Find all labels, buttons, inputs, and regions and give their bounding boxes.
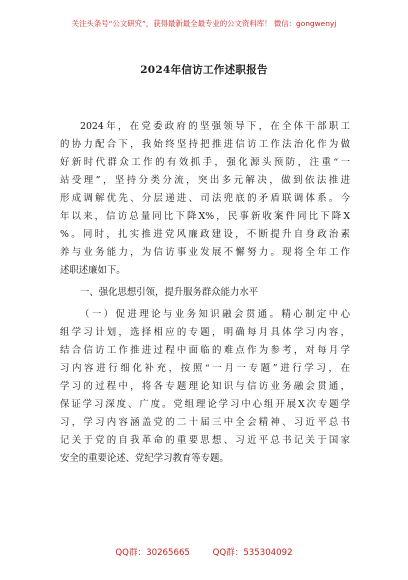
text-line: 年以来，信访总量同比下降X%，民事新收案件同比下降X <box>60 211 350 222</box>
text-line: （一）促进理论与业务知识融会贯通。精心制定中心 <box>80 309 350 320</box>
text-line: 述职述廉如下。 <box>60 265 126 276</box>
text-line: 结合信访工作推进过程中面临的难点作为参考，对每月学 <box>60 345 350 356</box>
text-line: 安全的重要论述、党纪学习教育等专题。 <box>60 453 229 464</box>
text-line: 好新时代群众工作的有效抓手，强化源头预防，注重“一 <box>60 157 350 168</box>
text-line: 2024年，在党委政府的坚强领导下，在全体干部职工 <box>80 121 350 132</box>
text-line: 站受理”，坚持分类分流，突出多元解决，做到依法推进 <box>60 175 350 186</box>
footer-qq-group-2: QQ群：535304092 <box>212 548 293 558</box>
section-heading: 一、强化思想引领，提升服务群众能力水平 <box>80 287 259 298</box>
paragraph-1 <box>60 118 350 280</box>
text-line: 形成调解优先、分层递进、司法兜底的矛盾联调体系。今 <box>60 193 350 204</box>
text-line: 保证学习深度、广度。党组理论学习中心组开展X次专题学 <box>60 399 350 410</box>
text-line: 的协力配合下，我始终坚持把推进信访工作法治化作为做 <box>60 139 350 150</box>
header-promo-note: 关注头条号“公文研究”，获得最新最全最专业的公文资料库！ 微信：gongwenyj <box>71 19 337 28</box>
text-line: 组学习计划，选择相应的专题，明确每月具体学习内容， <box>60 327 350 338</box>
text-line: 记关于党的自我革命的重要思想、习近平总书记关于国家 <box>60 435 350 446</box>
footer-contact <box>0 546 408 558</box>
text-line: 学习的过程中，将各专题理论知识与信访业务融会贯通， <box>60 381 350 392</box>
text-line: %。同时，扎实推进党风廉政建设，不断提升自身政治素 <box>60 229 350 240</box>
text-line: 习内容进行细化补充，按照“一月一专题”进行学习，在 <box>60 363 350 374</box>
document-body <box>60 118 350 468</box>
text-line: 养与业务能力，为信访事业发展不懈努力。现将全年工作 <box>60 247 350 258</box>
footer-qq-group-1: QQ群：30265665 <box>115 548 190 558</box>
document-title: 2024年信访工作述职报告 <box>140 64 268 76</box>
paragraph-2 <box>60 306 350 468</box>
text-line: 习，学习内容涵盖党的二十届三中全会精神、习近平总书 <box>60 417 350 428</box>
